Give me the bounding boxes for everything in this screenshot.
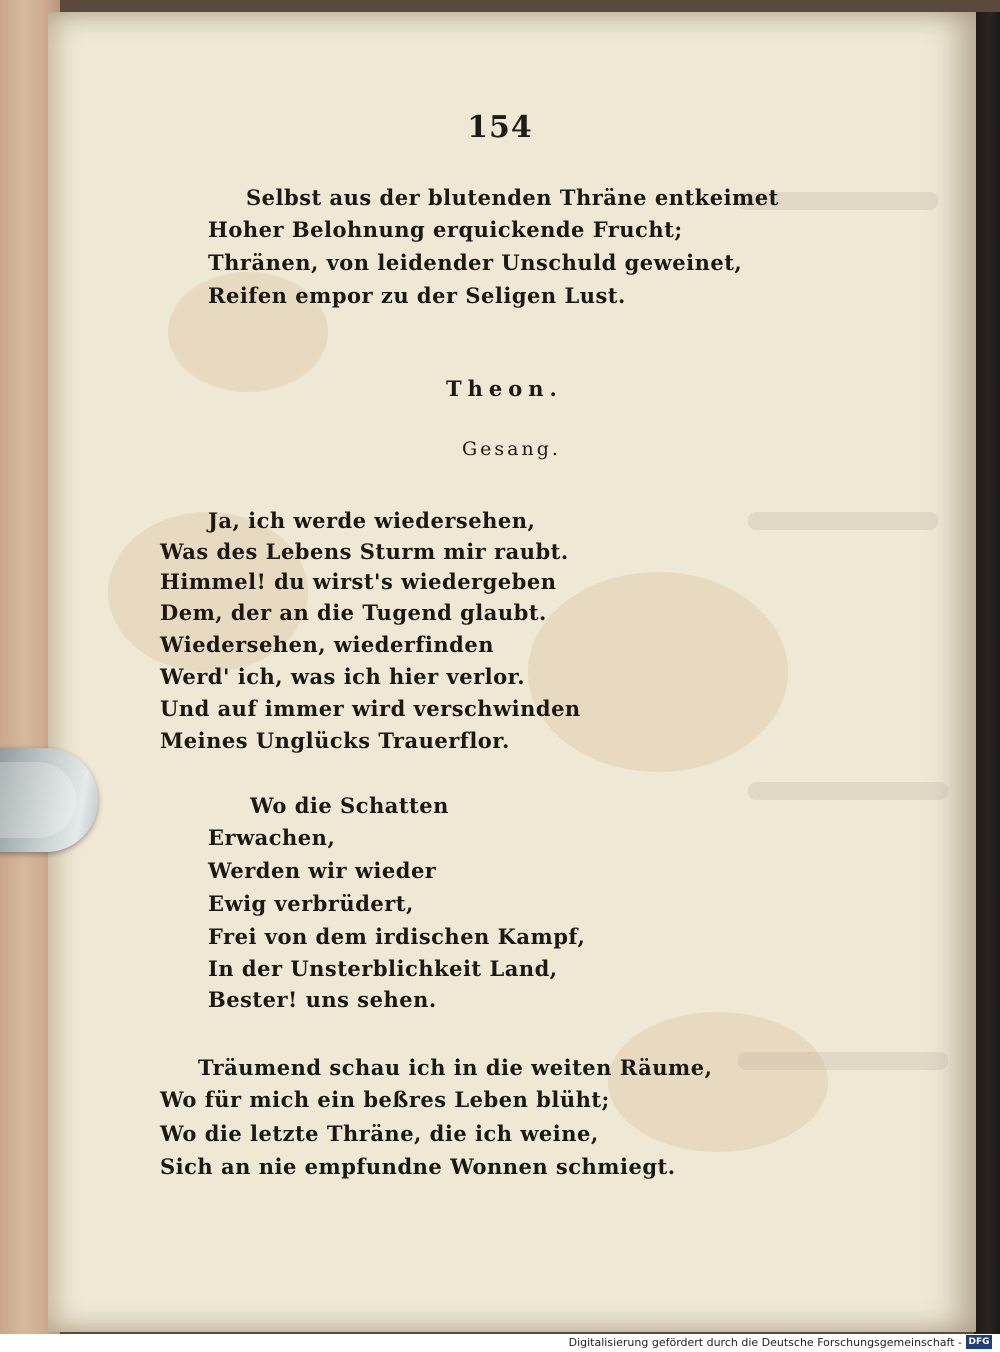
page-number: 154 <box>467 110 533 145</box>
show-through <box>748 512 938 530</box>
verse-line: Und auf immer wird verschwinden <box>160 696 581 721</box>
verse-line: Wo die Schatten <box>250 793 449 818</box>
verse-line: Träumend schau ich in die weiten Räume, <box>198 1055 713 1080</box>
verse-line: In der Unsterblichkeit Land, <box>208 956 558 981</box>
verse-line: Ewig verbrüdert, <box>208 891 414 916</box>
book-spine-shadow <box>974 12 1000 1347</box>
verse-line: Reifen empor zu der Seligen Lust. <box>208 283 626 308</box>
page-clip-highlight <box>0 762 76 838</box>
verse-line: Erwachen, <box>208 825 336 850</box>
show-through <box>748 782 948 800</box>
verse-line: Wiedersehen, wiederfinden <box>160 632 494 657</box>
verse-line: Wo die letzte Thräne, die ich weine, <box>160 1121 599 1146</box>
verse-line: Ja, ich werde wiedersehen, <box>208 508 536 533</box>
verse-line: Werden wir wieder <box>208 858 437 883</box>
verse-line: Bester! uns sehen. <box>208 987 437 1012</box>
verse-line: Wo für mich ein beßres Leben blüht; <box>160 1087 610 1112</box>
verse-line: Dem, der an die Tugend glaubt. <box>160 600 547 625</box>
funding-credit: Digitalisierung gefördert durch die Deutsche Forschungsgemeinschaft - <box>568 1336 962 1349</box>
verse-line: Frei von dem irdischen Kampf, <box>208 924 586 949</box>
verse-line: Himmel! du wirst's wiedergeben <box>160 569 557 594</box>
dfg-logo: DFG <box>966 1335 992 1349</box>
verse-line: Meines Unglücks Trauerflor. <box>160 728 510 753</box>
verse-line: Hoher Belohnung erquickende Frucht; <box>208 217 683 242</box>
song-heading: Gesang. <box>462 438 561 460</box>
verse-line: Sich an nie empfundne Wonnen schmiegt. <box>160 1154 676 1179</box>
paper-stain <box>608 1012 828 1152</box>
show-through <box>738 1052 948 1070</box>
verse-line: Selbst aus der blutenden Thräne entkeimet <box>246 185 779 210</box>
verse-line: Was des Lebens Sturm mir raubt. <box>160 539 569 564</box>
verse-line: Thränen, von leidender Unschuld geweinet, <box>208 250 743 275</box>
verse-line: Werd' ich, was ich hier verlor. <box>160 664 526 689</box>
speaker-heading: Theon. <box>446 376 563 401</box>
paper-stain <box>528 572 788 772</box>
